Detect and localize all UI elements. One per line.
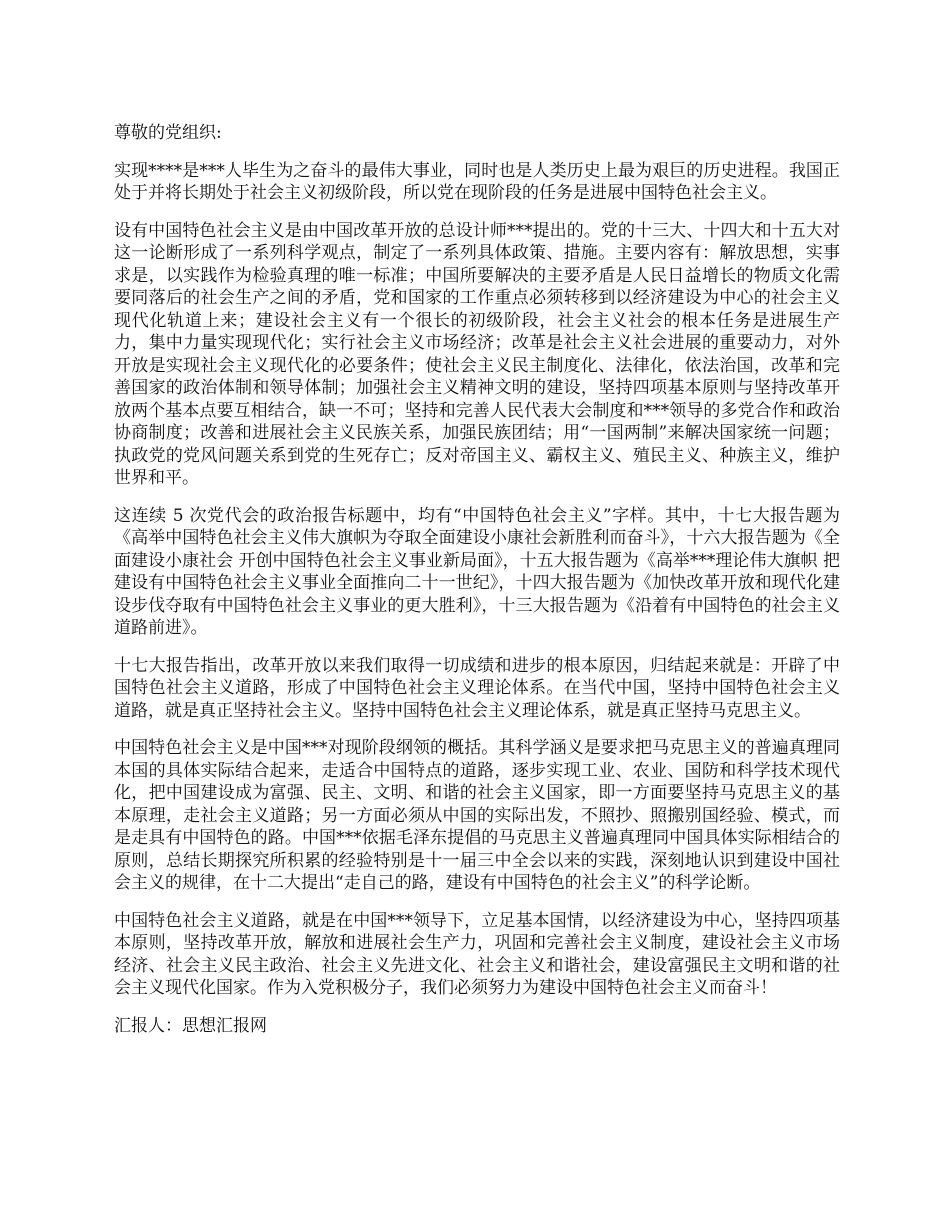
paragraph-5: 中国特色社会主义是中国***对现阶段纲领的概括。其科学涵义是要求把马克思主义的普遍真理同本国的具体实际结合起来，走适合中国特点的道路，逐步实现工业、农业、国防和科学技术现代化，把中国建设成为富强、民主、文明、和谐的社会主义国家，即一方面要坚持马克思主义的基本原理，走社会主义道路；另一方面必须从中国的实际出发，不照抄、照搬别国经验、模式，而是走具有中国特色的路。中国***依据毛泽东提倡的马克思主义普遍真理同中国具体实际相结合的原则，总结长期探究所积累的经验特别是十一届三中全会以来的实践，深刻地认识到建设中国社会主义的规律，在十二大提出“走自己的路，建设有中国特色的社会主义”的科学论断。 <box>114 738 840 893</box>
document-page <box>114 122 840 1037</box>
paragraph-6: 中国特色社会主义道路，就是在中国***领导下，立足基本国情，以经济建设为中心，坚持四项基本原则，坚持改革开放，解放和进展社会生产力，巩固和完善社会主义制度，建设社会主义市场经济、社会主义民主政治、社会主义先进文化、社会主义和谐社会，建设富强民主文明和谐的社会主义现代化国家。作为入党积极分子，我们必须努力为建设中国特色社会主义而奋斗！ <box>114 910 840 998</box>
signature: 汇报人：思想汇报网 <box>114 1015 267 1036</box>
greeting: 尊敬的党组织: <box>114 123 222 143</box>
paragraph-1: 实现****是***人毕生为之奋斗的最伟大事业，同时也是人类历史上最为艰巨的历史进程。我国正处于并将长期处于社会主义初级阶段，所以党在现阶段的任务是进展中国特色社会主义。 <box>114 160 840 203</box>
paragraph-4: 十七大报告指出，改革开放以来我们取得一切成绩和进步的根本原因，归结起来就是：开辟了中国特色社会主义道路，形成了中国特色社会主义理论体系。在当代中国，坚持中国特色社会主义道路，就是真正坚持社会主义。坚持中国特色社会主义理论体系，就是真正坚持马克思主义。 <box>114 655 840 721</box>
paragraph-3: 这连续 5 次党代会的政治报告标题中，均有“中国特色社会主义”字样。其中，十七大报告题为《高举中国特色社会主义伟大旗帜为夺取全面建设小康社会新胜利而奋斗》，十六大报告题为《全面建设小康社会 开创中国特色社会主义事业新局面》，十五大报告题为《高举***理论伟大旗帜 把建设有中国特色社会主义事业全面推向二十一世纪》，十四大报告题为《加快改革开放和现代化建设步伐夺取有中国特色社会主义事业的更大胜利》，十三大报告题为《沿着有中国特色的社会主义道路前进》。 <box>114 505 840 638</box>
paragraph-2: 设有中国特色社会主义是由中国改革开放的总设计师***提出的。党的十三大、十四大和十五大对这一论断形成了一系列科学观点，制定了一系列具体政策、措施。主要内容有：解放思想，实事求是，以实践作为检验真理的唯一标准；中国所要解决的主要矛盾是人民日益增长的物质文化需要同落后的社会生产之间的矛盾，党和国家的工作重点必须转移到以经济建设为中心的社会主义现代化轨道上来；建设社会主义有一个很长的初级阶段，社会主义社会的根本任务是进展生产力，集中力量实现现代化；实行社会主义市场经济；改革是社会主义社会进展的重要动力，对外开放是实现社会主义现代化的必要条件；使社会主义民主制度化、法律化，依法治国，改革和完善国家的政治体制和领导体制；加强社会主义精神文明的建设，坚持四项基本原则与坚持改革开放两个基本点要互相结合，缺一不可；坚持和完善人民代表大会制度和***领导的多党合作和政治协商制度；改善和进展社会主义民族关系，加强民族团结；用“一国两制”来解决国家统一问题；执政党的党风问题关系到党的生死存亡；反对帝国主义、霸权主义、殖民主义、种族主义，维护世界和平。 <box>114 220 840 488</box>
